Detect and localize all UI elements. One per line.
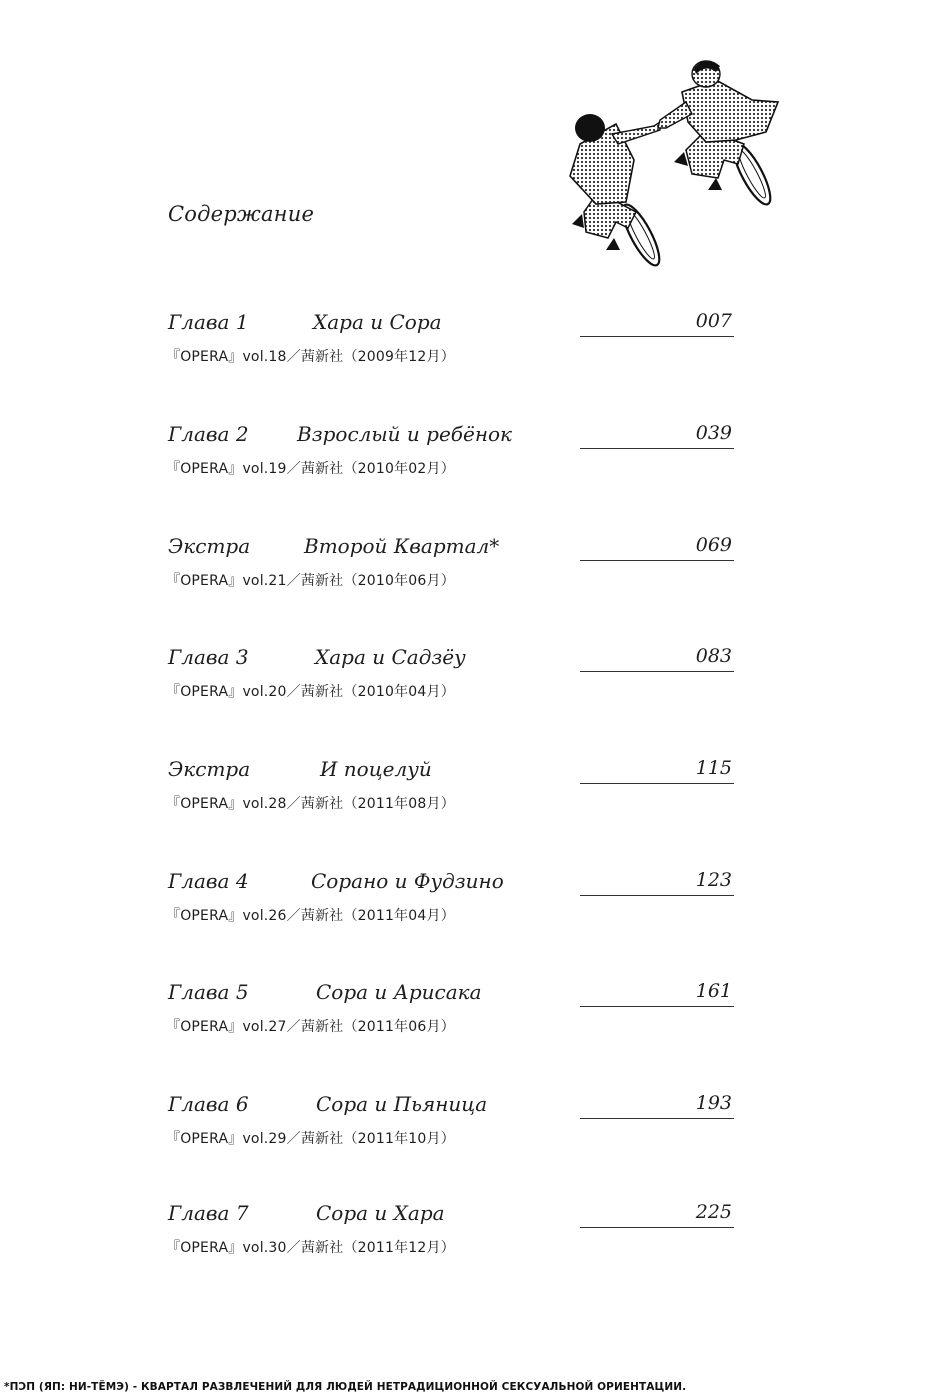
- toc-entry-page: 193: [580, 1092, 734, 1119]
- toc-entry-label: Глава 3: [168, 645, 249, 669]
- toc-entry-page: 007: [580, 310, 734, 337]
- toc-title: Содержание: [168, 202, 315, 226]
- toc-entry-name: Хара и Сора: [313, 310, 442, 334]
- toc-entry-label: Глава 7: [168, 1201, 249, 1225]
- toc-entry: [0, 757, 934, 837]
- toc-entry-name: Второй Квартал*: [304, 534, 500, 558]
- toc-entry-page: 115: [580, 757, 734, 784]
- toc-entry-label: Экстра: [168, 534, 251, 558]
- toc-entry-page: 083: [580, 645, 734, 672]
- toc-entry-source: 『OPERA』vol.26／茜新社（2011年04月）: [166, 908, 455, 924]
- toc-entry-name: Сора и Хара: [316, 1201, 445, 1225]
- toc-entry: [0, 1092, 934, 1172]
- toc-entry-source: 『OPERA』vol.20／茜新社（2010年04月）: [166, 684, 455, 700]
- toc-entry-page: 123: [580, 869, 734, 896]
- toc-entry: [0, 645, 934, 725]
- toc-entry-source: 『OPERA』vol.21／茜新社（2010年06月）: [166, 573, 455, 589]
- toc-entry-label: Глава 1: [168, 310, 249, 334]
- toc-entry: [0, 422, 934, 502]
- two-figures-cycling-illustration: [556, 52, 786, 277]
- toc-entry-source: 『OPERA』vol.30／茜新社（2011年12月）: [166, 1240, 455, 1256]
- toc-entry: [0, 534, 934, 614]
- toc-entry-page: 161: [580, 980, 734, 1007]
- toc-entry: [0, 1201, 934, 1281]
- toc-entry-name: Сорано и Фудзино: [311, 869, 504, 893]
- toc-entry-source: 『OPERA』vol.28／茜新社（2011年08月）: [166, 796, 455, 812]
- toc-entry-name: Сора и Арисака: [316, 980, 482, 1004]
- toc-entry-name: Сора и Пьяница: [316, 1092, 488, 1116]
- toc-entry-label: Глава 5: [168, 980, 249, 1004]
- toc-entry: [0, 869, 934, 949]
- toc-entry-source: 『OPERA』vol.18／茜新社（2009年12月）: [166, 349, 455, 365]
- toc-entry-label: Глава 2: [168, 422, 249, 446]
- toc-entry-page: 039: [580, 422, 734, 449]
- toc-entry-label: Глава 6: [168, 1092, 249, 1116]
- toc-entry-name: И поцелуй: [320, 757, 432, 781]
- toc-entry: [0, 980, 934, 1060]
- toc-entry-label: Глава 4: [168, 869, 249, 893]
- toc-entry-source: 『OPERA』vol.27／茜新社（2011年06月）: [166, 1019, 455, 1035]
- toc-entry-page: 069: [580, 534, 734, 561]
- toc-entry-name: Хара и Садзёу: [315, 645, 466, 669]
- toc-entry-source: 『OPERA』vol.29／茜新社（2011年10月）: [166, 1131, 455, 1147]
- toc-entry: [0, 310, 934, 390]
- footnote: *ПↃП (ЯП: НИ-ТЁМЭ) - КВАРТАЛ РАЗВЛЕЧЕНИЙ ДЛЯ ЛЮДЕЙ НЕТРАДИЦИОННОЙ СЕКСУАЛЬНОЙ ОРИЕНТАЦИИ.: [4, 1381, 687, 1393]
- toc-entry-source: 『OPERA』vol.19／茜新社（2010年02月）: [166, 461, 455, 477]
- toc-entry-name: Взрослый и ребёнок: [297, 422, 512, 446]
- toc-entry-page: 225: [580, 1201, 734, 1228]
- toc-entry-label: Экстра: [168, 757, 251, 781]
